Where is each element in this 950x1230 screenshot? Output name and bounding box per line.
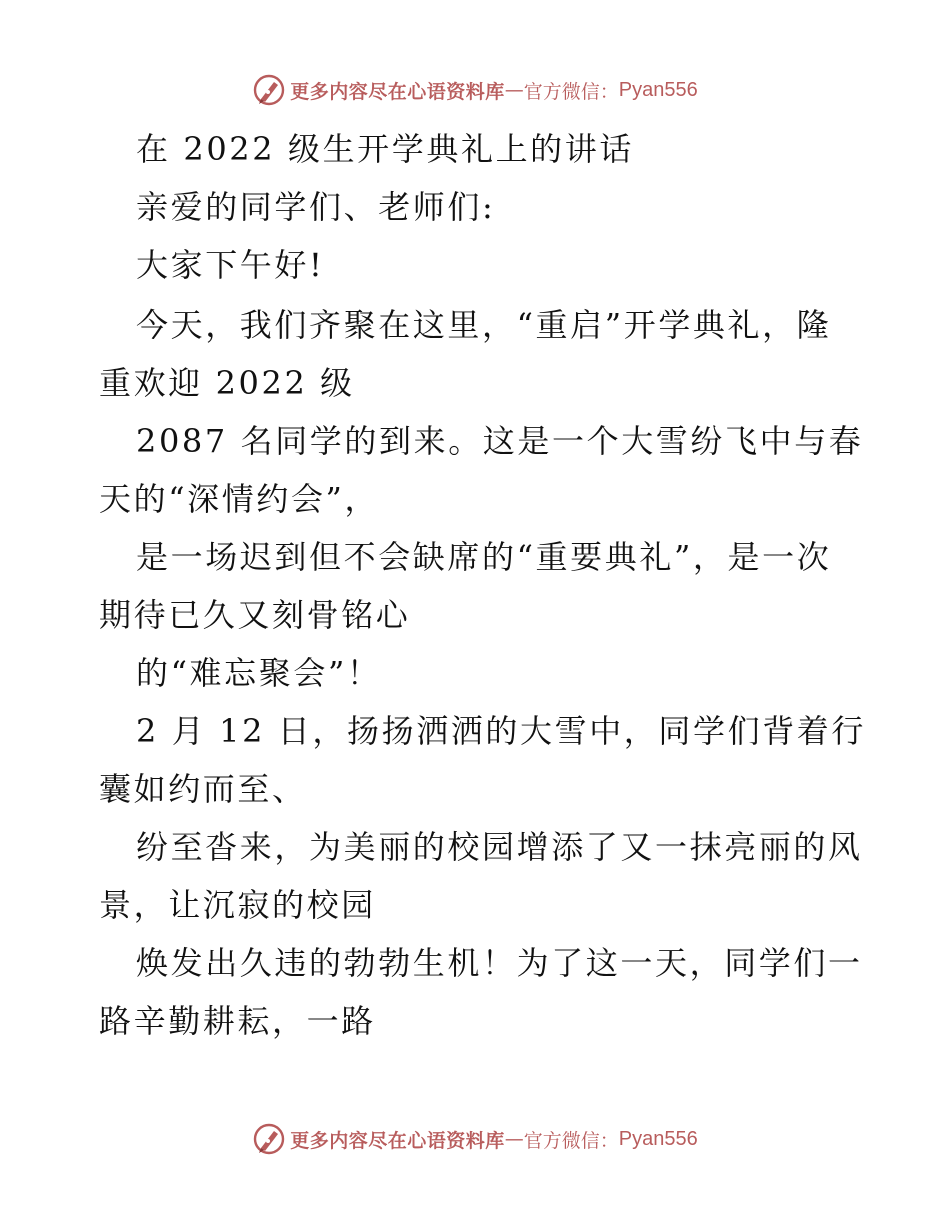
pen-logo-icon <box>252 73 286 107</box>
paragraph-line: 路辛勤耕耘，一路 <box>99 1002 376 1040</box>
header-banner-wechat-label: 官方微信： <box>523 80 619 103</box>
salutation: 亲爱的同学们、老师们: <box>136 188 496 226</box>
footer-banner-wechat-id: Pyan556 <box>618 1127 698 1150</box>
paragraph-line: 天的“深情约会”， <box>99 480 380 518</box>
speech-title: 在 2022 级生开学典礼上的讲话 <box>136 130 634 168</box>
paragraph-line: 2087 名同学的到来。这是一个大雪纷飞中与春 <box>136 422 864 460</box>
paragraph-line: 是一场迟到但不会缺席的“重要典礼”，是一次 <box>136 538 832 576</box>
footer-banner-title: 更多内容尽在心语资料库 <box>290 1129 505 1152</box>
paragraph-line: 2 月 12 日，扬扬洒洒的大雪中，同学们背着行 <box>136 712 866 750</box>
header-banner-wechat-id: Pyan556 <box>618 78 698 101</box>
paragraph-line: 的“难忘聚会”！ <box>136 654 382 692</box>
paragraph-line: 今天，我们齐聚在这里，“重启”开学典礼，隆 <box>136 306 832 344</box>
paragraph-line: 重欢迎 2022 级 <box>99 364 355 402</box>
header-banner <box>0 70 950 110</box>
paragraph-line: 期待已久又刻骨铭心 <box>99 596 411 634</box>
footer-banner-wechat-label: 官方微信： <box>523 1129 619 1152</box>
paragraph-line: 纷至沓来，为美丽的校园增添了又一抹亮丽的风 <box>136 828 863 866</box>
footer-banner-dash: — <box>504 1128 524 1150</box>
paragraph-line: 囊如约而至、 <box>99 770 307 808</box>
pen-logo-icon <box>252 1122 286 1156</box>
greeting: 大家下午好! <box>136 246 325 284</box>
header-banner-dash: — <box>504 79 524 101</box>
paragraph-line: 景，让沉寂的校园 <box>99 886 376 924</box>
footer-banner <box>0 1119 950 1159</box>
paragraph-line: 焕发出久违的勃勃生机！为了这一天，同学们一 <box>136 944 863 982</box>
header-banner-title: 更多内容尽在心语资料库 <box>290 80 505 103</box>
